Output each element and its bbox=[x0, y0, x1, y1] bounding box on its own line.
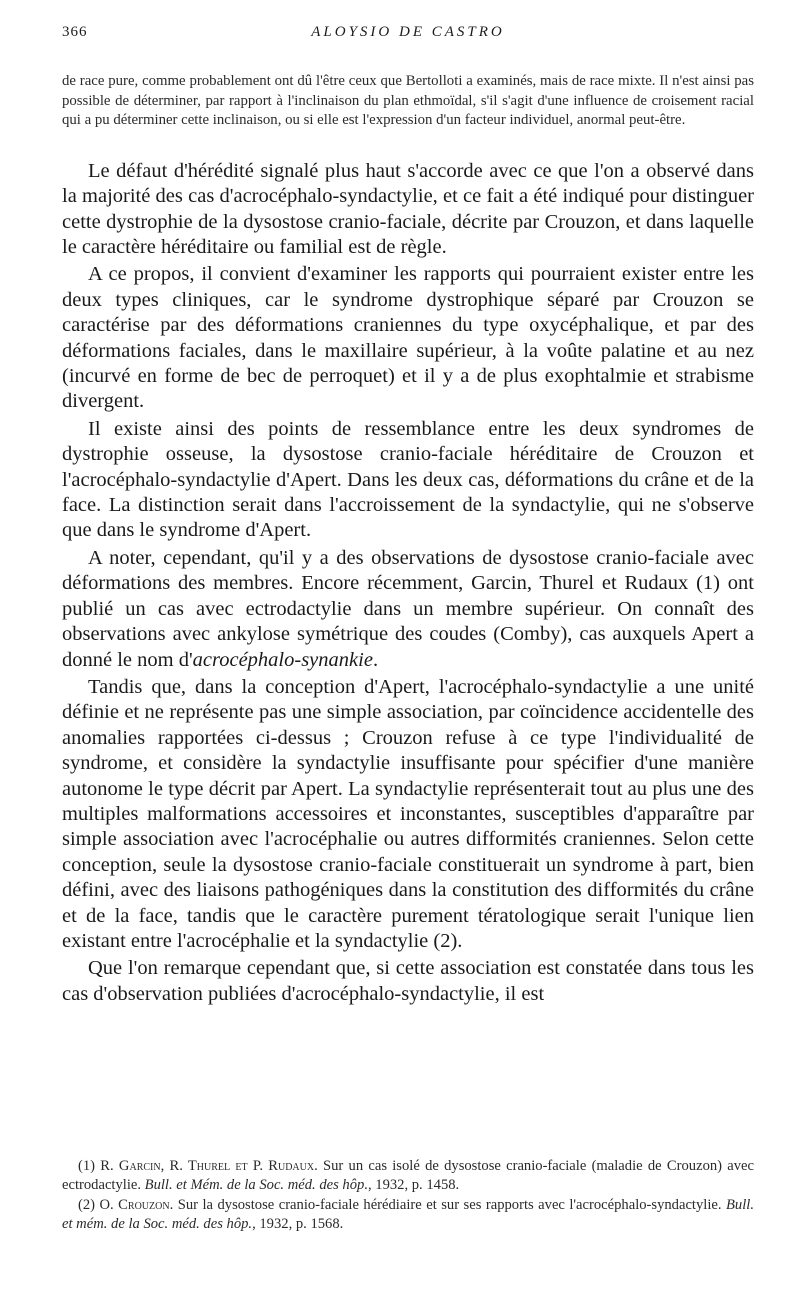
small-print-passage: de race pure, comme probablement ont dû l'être ceux que Bertolloti a examinés, mais de race mixte. Il n'est ainsi pas possible de déterminer, par rapport à l'inclinaison du plan ethmoïdal, s'il s'agit d'une influence de croisement racial qui a pu déterminer cette inclinaison, ou si elle est l'expression d'un facteur individuel, anormal peut-être. bbox=[62, 73, 754, 129]
footnote-journal: Bull. et Mém. de la Soc. méd. des hôp. bbox=[144, 1176, 368, 1193]
footnote-end: , 1932, p. 1458. bbox=[367, 1176, 460, 1193]
footnote-mark: (2) bbox=[78, 1197, 96, 1214]
paragraph-4-text-cont: ont publié un cas avec ectrodactylie dans un membre supérieur. On connaît des observations avec ankylose symétrique des coudes (Comby), cas auxquels Apert a donné le nom d' bbox=[62, 572, 754, 671]
footnote-end: , 1932, p. 1568. bbox=[252, 1215, 344, 1232]
main-text bbox=[62, 159, 754, 1007]
footnote-text: Sur un cas isolé de dysostose cranio-faciale (maladie de Crouzon) avec ectrodactylie. bbox=[62, 1158, 755, 1193]
footnote-2 bbox=[62, 1196, 754, 1233]
paragraph-5-end: . bbox=[457, 929, 463, 952]
paragraph-1: Le défaut d'hérédité signalé plus haut s'accorde avec ce que l'on a observé dans la majorité des cas d'acrocéphalo-syndactylie, et ce fait a été indiqué pour distinguer cette dystrophie de la dysostose cranio-faciale, décrite par Crouzon, et dans laquelle le caractère héréditaire ou familial est de règle. bbox=[62, 159, 754, 258]
footnote-1 bbox=[62, 1157, 754, 1194]
footnote-mark: (1) bbox=[78, 1158, 96, 1174]
footnote-ref-1: (1) bbox=[696, 572, 720, 595]
paragraph-3: Il existe ainsi des points de ressemblance entre les deux syndromes de dystrophie osseuse, la dysostose cranio-faciale héréditaire de Crouzon et l'acrocéphalo-syndactylie d'Apert. Dans les deux cas, déformations du crâne et de la face. La distinction serait dans l'accroissement de la syndactylie, qui ne s'observe que dans le syndrome d'Apert. bbox=[62, 417, 754, 542]
paragraph-4 bbox=[62, 546, 754, 673]
footnote-authors: R. Garcin, R. Thurel et P. Rudaux. bbox=[100, 1158, 318, 1174]
running-title: ALOYSIO DE CASTRO bbox=[311, 24, 505, 40]
paragraph-6: Que l'on remarque cependant que, si cette association est constatée dans tous les cas d'observation publiées d'acrocéphalo-syndactylie, il est bbox=[62, 957, 754, 1005]
running-header bbox=[62, 24, 754, 48]
paragraph-4-text: A noter, cependant, qu'il y a des observations de dysostose cranio-faciale avec déformations des membres. Encore récemment, Garcin, Thurel et Rudaux bbox=[62, 546, 754, 595]
footnote-journal: Bull. et mém. de la Soc. méd. des hôp. bbox=[62, 1197, 754, 1232]
page-number: 366 bbox=[62, 24, 88, 40]
footnotes bbox=[62, 1157, 754, 1235]
footnote-ref-2: (2) bbox=[433, 929, 458, 952]
footnote-authors: O. Crouzon. bbox=[99, 1197, 174, 1214]
paragraph-4-end: . bbox=[372, 648, 379, 671]
book-page bbox=[62, 24, 754, 1009]
paragraph-5 bbox=[62, 675, 754, 954]
italic-term: acrocéphalo-synankie bbox=[192, 648, 373, 671]
footnote-text: Sur la dysostose cranio-faciale hérédiaire et sur ses rapports avec l'acrocéphalo-syndactylie. bbox=[173, 1197, 727, 1214]
paragraph-2: A ce propos, il convient d'examiner les rapports qui pourraient exister entre les deux types cliniques, car le syndrome dystrophique séparé par Crouzon se caractérise par des déformations craniennes du type oxycéphalique, et par des déformations faciales, dans le maxillaire supérieur, à la voûte palatine et au nez (incurvé en forme de bec de perroquet) et il y a de plus exophtalmie et strabisme divergent. bbox=[62, 263, 754, 413]
paragraph-5-text: Tandis que, dans la conception d'Apert, l'acrocéphalo-syndactylie a une unité définie et ne représente pas une simple association, par coïncidence accidentelle des anomalies rapportées ci-dessus ; Crouzon refuse à ce type l'individualité de syndrome, et considère la syndactylie insuffisante pour spécifier d'une manière autonome le type décrit par Apert. La syndactylie représenterait tout au plus une des multiples malformations accessoires et inconstantes, susceptibles d'apparaître par simple association avec l'acrocéphalie ou autres difformités craniennes. Selon cette conception, seule la dysostose cranio-faciale constituerait un syndrome à part, bien défini, avec des liaisons pathogéniques dans la constitution des difformités du crâne et de la face, tandis que le caractère purement tératologique serait l'unique lien existant entre l'acrocéphalie et la syndactylie bbox=[62, 675, 754, 952]
